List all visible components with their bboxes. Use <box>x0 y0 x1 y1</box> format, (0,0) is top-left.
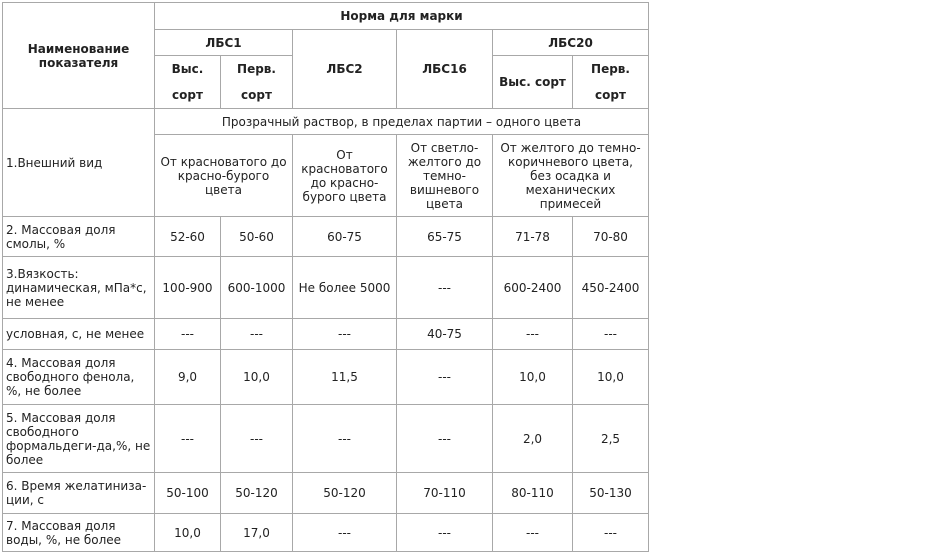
viscosity-conditional-value: 40-75 <box>397 319 493 350</box>
resin-value: 50-60 <box>221 217 293 257</box>
lbs1-high-grade-header: Выс. сорт <box>155 56 221 109</box>
grade-lbs16-header: ЛБС16 <box>397 30 493 109</box>
viscosity-conditional-name: условная, с, не менее <box>3 319 155 350</box>
resin-value: 71-78 <box>493 217 573 257</box>
viscosity-value: 600-1000 <box>221 257 293 319</box>
phenol-value: 10,0 <box>493 350 573 405</box>
appearance-lbs16-value: От светло-желтого до темно-вишневого цвета <box>397 135 493 217</box>
formaldehyde-value: 2,5 <box>573 405 649 473</box>
lbs1-first-grade-header: Перв. сорт <box>221 56 293 109</box>
viscosity-value: 450-2400 <box>573 257 649 319</box>
resin-value: 65-75 <box>397 217 493 257</box>
viscosity-value: 600-2400 <box>493 257 573 319</box>
gelation-name: 6. Время желатиниза-ции, с <box>3 473 155 514</box>
appearance-lbs2-value: От красноватого до красно-бурого цвета <box>293 135 397 217</box>
formaldehyde-value: --- <box>155 405 221 473</box>
viscosity-conditional-value: --- <box>573 319 649 350</box>
phenol-value: 9,0 <box>155 350 221 405</box>
viscosity-name: 3.Вязкость: динамическая, мПа*с, не менее <box>3 257 155 319</box>
water-value: 10,0 <box>155 514 221 552</box>
phenol-value: --- <box>397 350 493 405</box>
resin-name: 2. Массовая доля смолы, % <box>3 217 155 257</box>
formaldehyde-value: --- <box>397 405 493 473</box>
viscosity-value: Не более 5000 <box>293 257 397 319</box>
phenol-value: 11,5 <box>293 350 397 405</box>
grade-lbs1-header: ЛБС1 <box>155 30 293 56</box>
indicator-name-header: Наименование показателя <box>3 3 155 109</box>
appearance-lbs1-value: От красноватого до красно-бурого цвета <box>155 135 293 217</box>
viscosity-value: --- <box>397 257 493 319</box>
water-value: --- <box>493 514 573 552</box>
appearance-common-value: Прозрачный раствор, в пределах партии – одного цвета <box>155 109 649 135</box>
gelation-value: 50-130 <box>573 473 649 514</box>
formaldehyde-value: --- <box>221 405 293 473</box>
viscosity-conditional-value: --- <box>221 319 293 350</box>
phenol-value: 10,0 <box>221 350 293 405</box>
phenol-value: 10,0 <box>573 350 649 405</box>
formaldehyde-value: --- <box>293 405 397 473</box>
water-name: 7. Массовая доля воды, %, не более <box>3 514 155 552</box>
gelation-value: 50-100 <box>155 473 221 514</box>
resin-value: 52-60 <box>155 217 221 257</box>
resin-value: 70-80 <box>573 217 649 257</box>
phenol-name: 4. Массовая доля свободного фенола, %, не более <box>3 350 155 405</box>
lbs20-high-grade-header: Выс. сорт <box>493 56 573 109</box>
water-value: --- <box>397 514 493 552</box>
gelation-value: 50-120 <box>221 473 293 514</box>
gelation-value: 80-110 <box>493 473 573 514</box>
gelation-value: 70-110 <box>397 473 493 514</box>
water-value: --- <box>293 514 397 552</box>
viscosity-conditional-value: --- <box>155 319 221 350</box>
appearance-name: 1.Внешний вид <box>3 109 155 217</box>
appearance-lbs20-value: От желтого до темно-коричневого цвета, без осадка и механических примесей <box>493 135 649 217</box>
viscosity-conditional-value: --- <box>293 319 397 350</box>
lbs20-first-grade-header: Перв. сорт <box>573 56 649 109</box>
gelation-value: 50-120 <box>293 473 397 514</box>
grade-lbs2-header: ЛБС2 <box>293 30 397 109</box>
resin-value: 60-75 <box>293 217 397 257</box>
water-value: 17,0 <box>221 514 293 552</box>
viscosity-value: 100-900 <box>155 257 221 319</box>
grade-lbs20-header: ЛБС20 <box>493 30 649 56</box>
water-value: --- <box>573 514 649 552</box>
formaldehyde-value: 2,0 <box>493 405 573 473</box>
norm-for-grade-header: Норма для марки <box>155 3 649 30</box>
viscosity-conditional-value: --- <box>493 319 573 350</box>
formaldehyde-name: 5. Массовая доля свободного формальдеги-да,%, не более <box>3 405 155 473</box>
specification-table <box>2 2 649 552</box>
